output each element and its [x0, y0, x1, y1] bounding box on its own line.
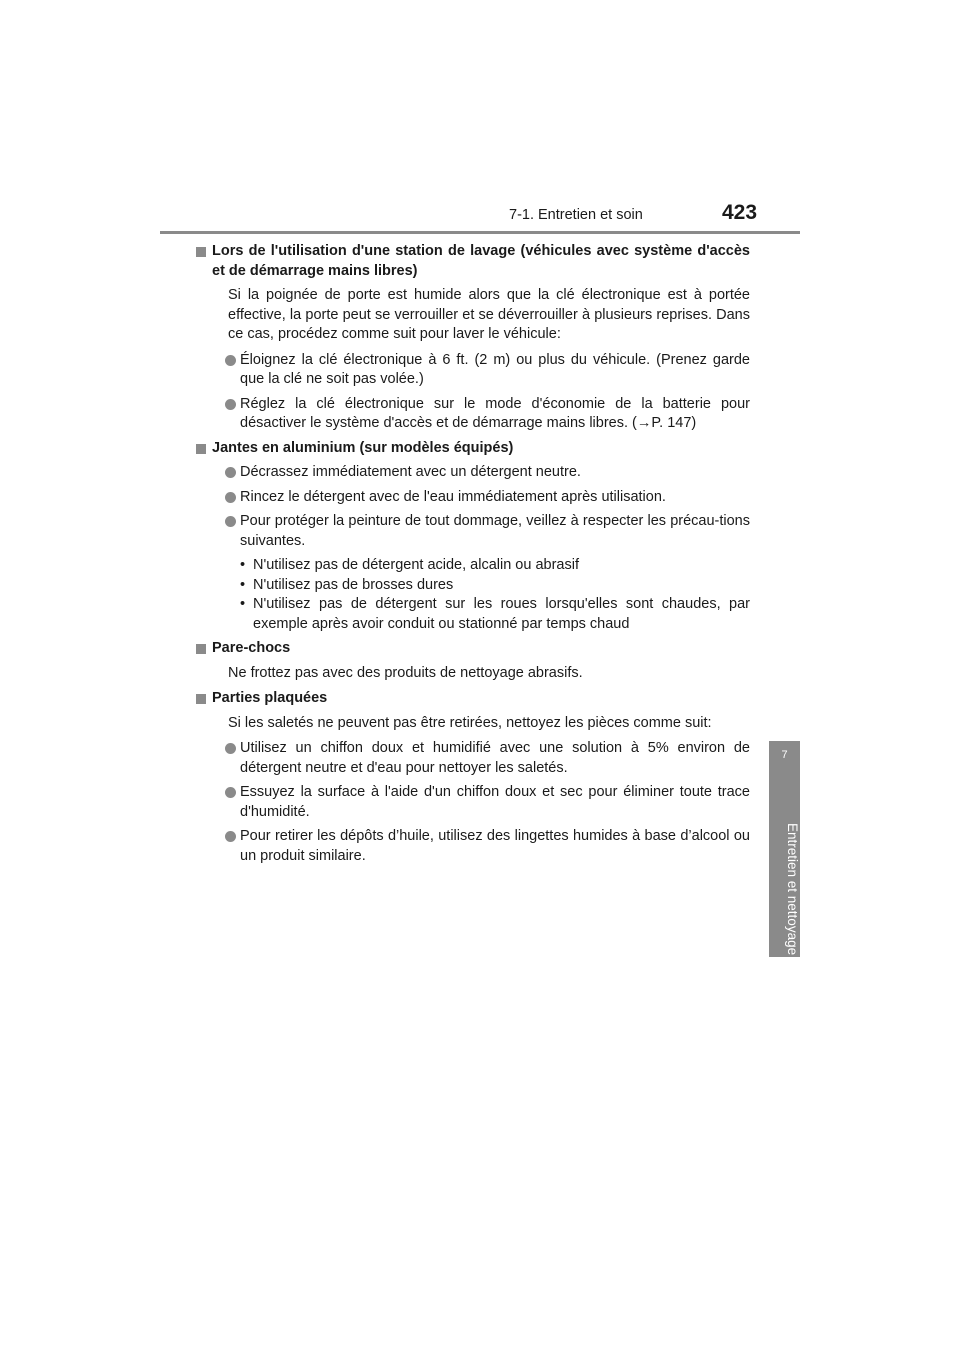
sub-list: [212, 556, 750, 634]
section-heading-text: Jantes en aluminium (sur modèles équipés): [212, 439, 514, 456]
small-bullet-icon: •: [240, 596, 246, 612]
chapter-side-tab: [769, 741, 800, 957]
list-item: [240, 351, 750, 390]
page-content: [212, 242, 750, 871]
section-bumpers: [212, 639, 750, 683]
section-aluminum-wheels: [212, 439, 750, 635]
section-paragraph: Si les saletés ne peuvent pas être retirées, nettoyez les pièces comme suit:: [228, 714, 712, 731]
section-heading-text: Parties plaquées: [212, 690, 328, 706]
list-item-text: Réglez la clé électronique sur le mode d'économie de la batterie pour désactiver le système d'accès et de démarrage mains libres. (→P. 147): [240, 395, 750, 431]
round-bullet-icon: [225, 787, 236, 798]
section-car-wash: [212, 242, 750, 434]
sub-list-item-text: N'utilisez pas de brosses dures: [253, 576, 454, 593]
list-item: [240, 739, 750, 778]
round-bullet-icon: [225, 516, 236, 527]
list-item: [240, 827, 750, 866]
chapter-label: Entretien et nettoyage: [785, 823, 800, 956]
round-bullet-icon: [225, 355, 236, 366]
list-item-text: Utilisez un chiffon doux et humidifié avec une solution à 5% environ de détergent neutre et d'eau pour nettoyer les saletés.: [240, 740, 750, 776]
square-bullet-icon: [196, 694, 206, 704]
round-bullet-icon: [225, 467, 236, 478]
square-bullet-icon: [196, 444, 206, 454]
square-bullet-icon: [196, 644, 206, 654]
header-rule: [160, 231, 800, 234]
list-item: [240, 783, 750, 822]
section-paragraph: Si la poignée de porte est humide alors que la clé électronique est à portée effective, la porte peut se verrouiller et se déverrouiller à plusieurs reprises. Dans ce cas, procédez comme suit pour laver le véhicule:: [228, 287, 750, 342]
small-bullet-icon: •: [240, 557, 246, 573]
list-item: [240, 512, 750, 551]
section-heading: [212, 689, 750, 709]
small-bullet-icon: •: [240, 576, 246, 593]
round-bullet-icon: [225, 743, 236, 754]
section-heading: [212, 242, 750, 281]
list-item: [240, 488, 750, 508]
sub-list-item: [240, 556, 750, 576]
list-item-text: Essuyez la surface à l'aide d'un chiffon doux et sec pour éliminer toute trace d'humidité.: [240, 784, 750, 820]
square-bullet-icon: [196, 247, 206, 257]
round-bullet-icon: [225, 831, 236, 842]
section-heading: [212, 639, 750, 659]
section-heading-text: Pare-chocs: [212, 640, 291, 656]
header-section-title: 7-1. Entretien et soin: [509, 207, 643, 223]
section-paragraph: Ne frottez pas avec des produits de nettoyage abrasifs.: [228, 664, 583, 681]
sub-list-item-text: N'utilisez pas de détergent sur les roues lorsqu'elles sont chaudes, par exemple après avoir conduit ou stationné par temps chaud: [253, 596, 750, 632]
round-bullet-icon: [225, 399, 236, 410]
list-item: [240, 395, 750, 434]
list-item: [240, 463, 750, 483]
section-plated-parts: [212, 689, 750, 866]
list-item-text: Décrassez immédiatement avec un détergent neutre.: [240, 464, 581, 480]
page-number: 423: [722, 201, 758, 224]
list-item-text: Rincez le détergent avec de l'eau immédiatement après utilisation.: [240, 488, 666, 505]
section-heading-text: Lors de l'utilisation d'une station de lavage (véhicules avec système d'accès et de démarrage mains libres): [212, 243, 750, 279]
sub-list-item-text: N'utilisez pas de détergent acide, alcalin ou abrasif: [253, 557, 579, 573]
list-item-text: Pour retirer les dépôts d’huile, utilisez des lingettes humides à base d’alcool ou un produit similaire.: [240, 828, 750, 864]
sub-list-item: [240, 595, 750, 634]
sub-list-item: [240, 576, 750, 596]
list-item-text: Pour protéger la peinture de tout dommage, veillez à respecter les précau-tions suivantes.: [240, 513, 750, 549]
section-heading: [212, 439, 750, 459]
list-item-text: Éloignez la clé électronique à 6 ft. (2 m) ou plus du véhicule. (Prenez garde que la clé ne soit pas volée.): [240, 351, 750, 387]
chapter-number: 7: [781, 749, 788, 761]
round-bullet-icon: [225, 492, 236, 503]
